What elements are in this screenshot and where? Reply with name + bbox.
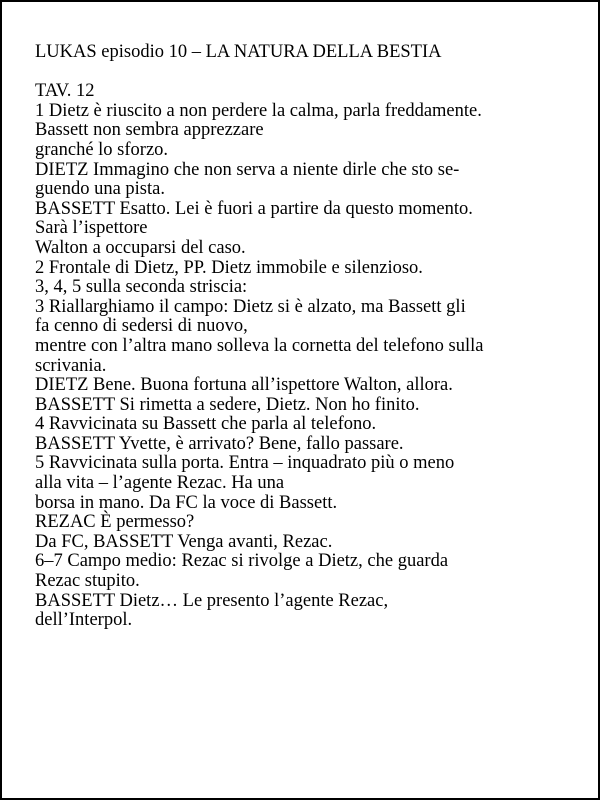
text-line: fa cenno di sedersi di nuovo, (35, 316, 248, 337)
text-line: BASSETT Esatto. Lei è fuori a partire da questo momento. (35, 198, 473, 219)
document-title: LUKAS episodio 10 – LA NATURA DELLA BESTIA (35, 42, 442, 62)
text-line: 3, 4, 5 sulla seconda striscia: (35, 277, 248, 298)
text-line: 4 Ravvicinata su Bassett che parla al telefono. (35, 414, 377, 435)
text-line: scrivania. (35, 355, 107, 376)
text-line: DIETZ Immagino che non serva a niente dirle che sto se- (35, 159, 460, 180)
text-line: borsa in mano. Da FC la voce di Bassett. (35, 492, 338, 513)
text-line: 3 Riallarghiamo il campo: Dietz si è alzato, ma Bassett gli (35, 296, 466, 317)
text-line: BASSETT Yvette, è arrivato? Bene, fallo passare. (35, 433, 404, 454)
text-line: dell’Interpol. (35, 610, 133, 631)
text-line: alla vita – l’agente Rezac. Ha una (35, 473, 285, 494)
text-line: Da FC, BASSETT Venga avanti, Rezac. (35, 531, 333, 552)
text-line: REZAC È permesso? (35, 512, 195, 533)
text-line: DIETZ Bene. Buona fortuna all’ispettore Walton, allora. (35, 375, 453, 396)
table-label: TAV. 12 (35, 81, 95, 102)
text-line: guendo una pista. (35, 179, 165, 200)
text-line: 6–7 Campo medio: Rezac si rivolge a Dietz, che guarda (35, 551, 449, 572)
text-line: Rezac stupito. (35, 571, 140, 592)
text-line: 2 Frontale di Dietz, PP. Dietz immobile e silenzioso. (35, 257, 423, 278)
text-line: Sarà l’ispettore (35, 218, 148, 239)
text-line: 1 Dietz è riuscito a non perdere la calma, parla freddamente. (35, 100, 482, 121)
text-line: Walton a occuparsi del caso. (35, 237, 246, 258)
text-line: 5 Ravvicinata sulla porta. Entra – inquadrato più o meno (35, 453, 455, 474)
blank-line (35, 63, 580, 83)
text-line: BASSETT Dietz… Le presento l’agente Rezac, (35, 590, 389, 611)
text-line: mentre con l’altra mano solleva la cornetta del telefono sulla (35, 335, 484, 356)
document-body (35, 43, 580, 631)
text-line: Bassett non sembra apprezzare (35, 120, 264, 141)
text-line: granché lo sforzo. (35, 139, 169, 160)
text-line: BASSETT Si rimetta a sedere, Dietz. Non ho finito. (35, 394, 420, 415)
